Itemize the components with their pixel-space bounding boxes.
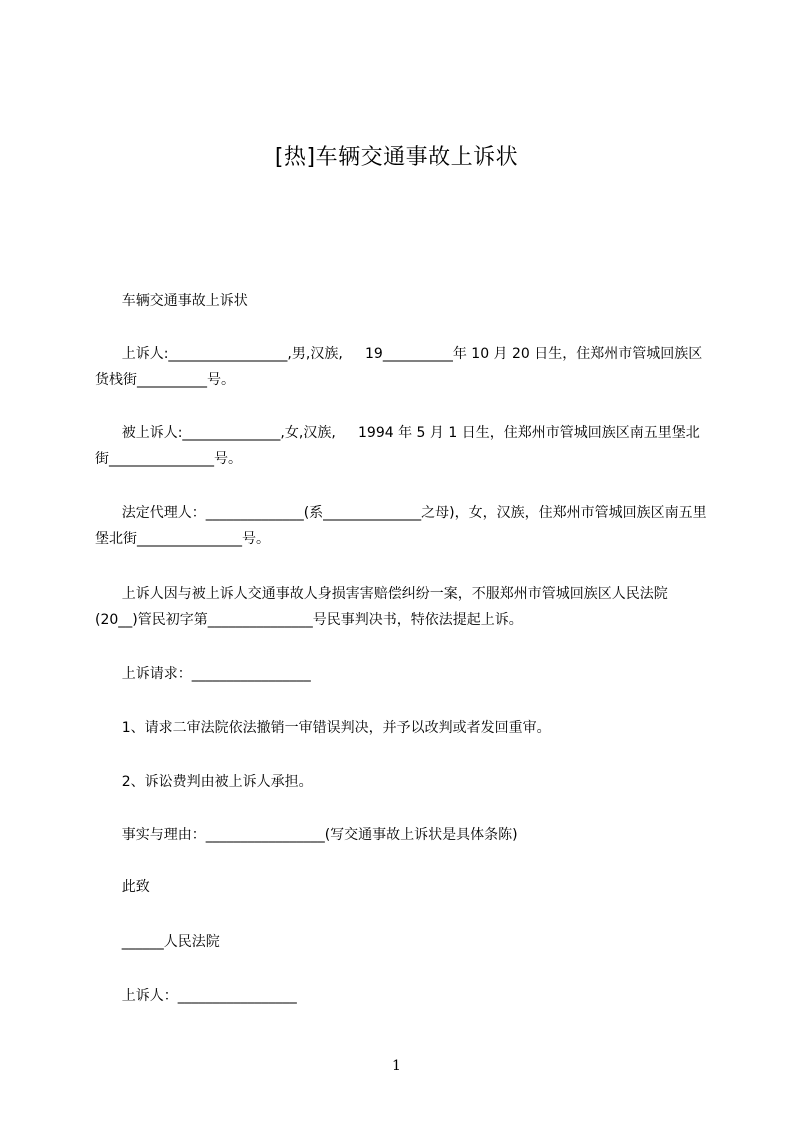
- appellant-paragraph: 上诉人:_________________,男,汉族, 19__________年 10 月 20 日生，住郑州市管城回族区货栈街__________号。: [95, 346, 703, 388]
- case-statement-paragraph: 上诉人因与被上诉人交通事故人身损害害赔偿纠纷一案，不服郑州市管城回族区人民法院(20__)管民初字第_______________号民事判决书，特依法提起上诉。: [95, 586, 668, 628]
- appeal-request-heading: 上诉请求：_________________: [95, 666, 311, 682]
- page-number: 1: [392, 1058, 401, 1074]
- request-item-1: 1、请求二审法院依法撤销一审错误判决，并予以改判或者发回重审。: [95, 720, 551, 736]
- request-item-2: 2、诉讼费判由被上诉人承担。: [95, 774, 313, 790]
- legal-representative-paragraph: 法定代理人：______________(系______________之母)，女，汉族，住郑州市管城回族区南五里堡北街_______________号。: [95, 505, 707, 547]
- document-title: [热]车辆交通事故上诉状: [274, 145, 519, 170]
- appellee-paragraph: 被上诉人:______________,女,汉族, 1994 年 5 月 1 日生，住郑州市管城回族区南五里堡北街_______________号。: [95, 425, 700, 467]
- subtitle-paragraph: 车辆交通事故上诉状: [95, 293, 248, 309]
- salutation: 此致: [95, 879, 150, 895]
- facts-and-reasons: 事实与理由：_________________(写交通事故上诉状是具体条陈): [95, 827, 518, 843]
- court-addressee: ______人民法院: [95, 934, 220, 950]
- appellant-signature: 上诉人：_________________: [95, 988, 297, 1004]
